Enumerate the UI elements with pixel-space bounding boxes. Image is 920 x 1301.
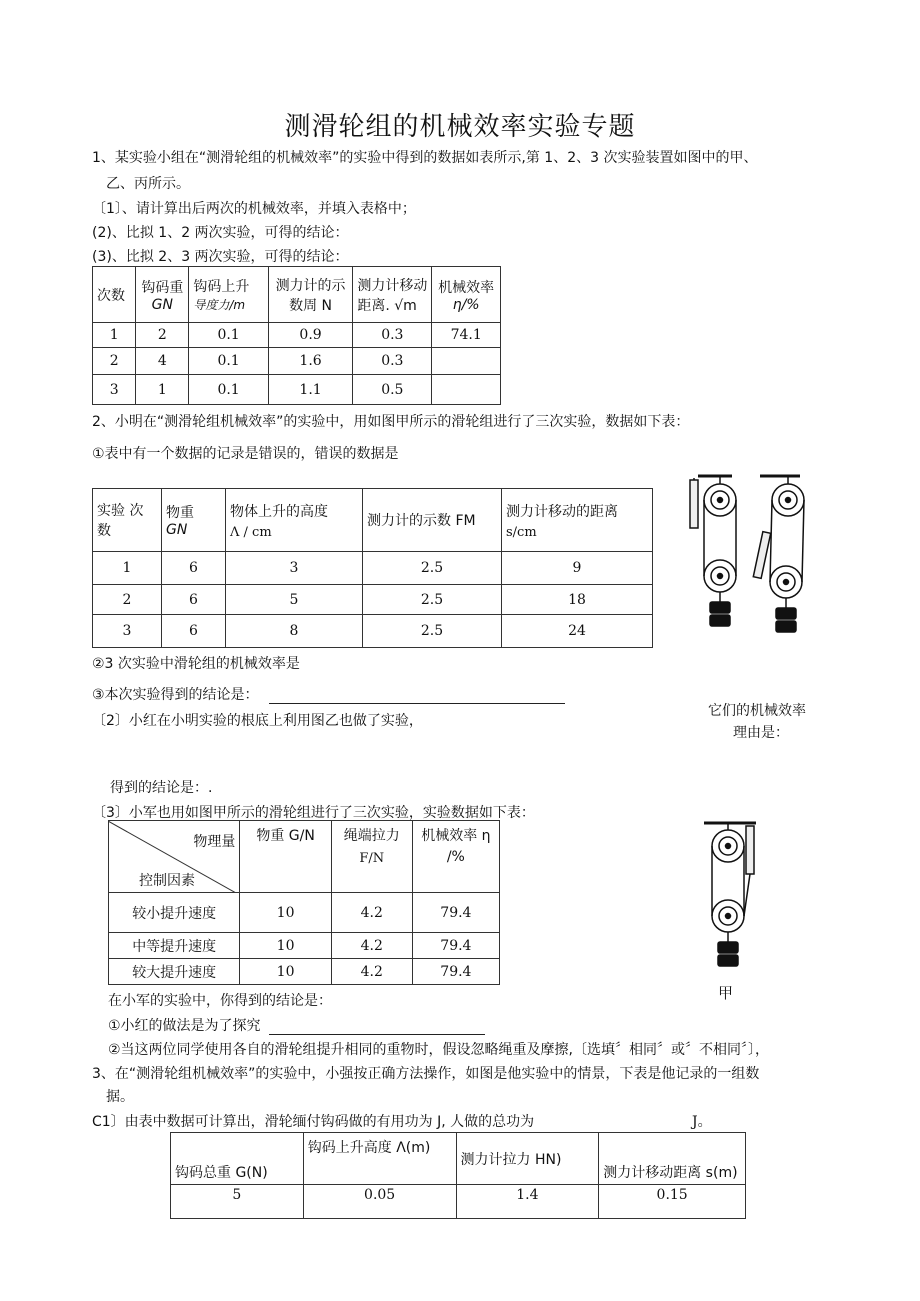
header-cell: 钩码上升高度 Λ(m)	[303, 1133, 456, 1185]
table-cell: 4.2	[331, 893, 412, 933]
table-cell: 2	[93, 348, 136, 375]
q2-side-text-1: 它们的机械效率	[708, 703, 806, 719]
table-cell: 4	[136, 348, 189, 375]
q2-item1: ①表中有一个数据的记录是错误的，错误的数据是	[92, 446, 399, 462]
table-cell: 4.2	[331, 933, 412, 959]
q2-explore	[108, 1018, 485, 1035]
table-cell: 79.4	[412, 959, 499, 985]
header-cell: 测力计移动距离 s(m)	[599, 1133, 746, 1185]
header-cell: 测力计移动的距离 s/cm	[502, 489, 653, 552]
table-cell: 9	[502, 552, 653, 585]
table-cell: 4.2	[331, 959, 412, 985]
table-row	[93, 585, 653, 615]
q1-intro-line2: 乙、丙所示。	[106, 176, 190, 192]
table-cell: 1	[136, 375, 189, 405]
header-cell: 次数	[93, 267, 136, 323]
table-cell: 10	[240, 959, 331, 985]
q2-same-weight: ②当这两位同学使用各自的滑轮组提升相同的重物时，假设忽略绳重及摩擦,〔选填〞相同〞或〞不相同〞〕，	[108, 1042, 769, 1058]
answer-blank[interactable]	[269, 1020, 485, 1035]
table-row	[109, 893, 500, 933]
table-cell: 2	[93, 585, 162, 615]
q2-item3-label: ③本次实验得到的结论是：	[92, 687, 259, 703]
header-cell: 物重 GN	[162, 489, 226, 552]
header-cell: 实验 次数	[93, 489, 162, 552]
table-cell: 2.5	[363, 585, 502, 615]
header-cell: 测力计的示 数周 N	[268, 267, 353, 323]
q2-item2: ②3 次实验中滑轮组的机械效率是	[92, 656, 300, 672]
q2-table	[92, 488, 653, 648]
q2-explore-label: ①小红的做法是为了探究	[108, 1018, 261, 1034]
q2-sub3: 〔3〕小军也用如图甲所示的滑轮组进行了三次实验，实验数据如下表：	[92, 805, 535, 821]
table-header-row	[93, 267, 501, 323]
q3-table	[170, 1132, 746, 1219]
table-cell: 0.5	[353, 375, 432, 405]
table-header-row	[109, 821, 500, 893]
q3-sub1: C1〕由表中数据可计算出，滑轮缅付钩码做的有用功为 J, 人做的总功为	[92, 1114, 535, 1130]
table-row	[93, 375, 501, 405]
pulley-figure-jia-yi	[680, 470, 810, 650]
page-title: 测滑轮组的机械效率实验专题	[284, 112, 636, 142]
table-cell: 2.5	[363, 552, 502, 585]
table-cell: 6	[162, 552, 226, 585]
table-row	[109, 933, 500, 959]
table-cell: 1.6	[268, 348, 353, 375]
header-cell: 钩码重 GN	[136, 267, 189, 323]
header-cell: 测力计的示数 FM	[363, 489, 502, 552]
header-cell: 测力计拉力 HN)	[456, 1133, 599, 1185]
table-cell: 0.1	[189, 323, 268, 348]
table-cell: 中等提升速度	[109, 933, 240, 959]
header-cell: 钩码总重 G(N)	[171, 1133, 304, 1185]
table-cell: 3	[226, 552, 363, 585]
q2-item3	[92, 687, 565, 704]
table-cell: 5	[226, 585, 363, 615]
pulley-figure-jia	[700, 818, 770, 976]
header-cell: 物理量 控制因素	[109, 821, 240, 893]
table-cell: 79.4	[412, 893, 499, 933]
table-cell: 79.4	[412, 933, 499, 959]
table-cell: 1.1	[268, 375, 353, 405]
table-row	[93, 323, 501, 348]
q2-table3	[108, 820, 500, 985]
header-cell: 测力计移动 距离. √m	[353, 267, 432, 323]
table-cell: 3	[93, 375, 136, 405]
table-cell: 10	[240, 893, 331, 933]
q2-sub2: 〔2〕小红在小明实验的根底上利用图乙也做了实验，	[92, 713, 423, 729]
table-cell: 18	[502, 585, 653, 615]
table-cell: 0.3	[353, 348, 432, 375]
table-cell: 24	[502, 615, 653, 648]
table-cell: 1	[93, 552, 162, 585]
q1-table	[92, 266, 501, 405]
table-cell: 2	[136, 323, 189, 348]
table-cell: 1.4	[456, 1185, 599, 1219]
table-cell: 2.5	[363, 615, 502, 648]
table-cell: 0.15	[599, 1185, 746, 1219]
table-cell: 5	[171, 1185, 304, 1219]
q1-sub2: (2)、比拟 1、2 两次实验，可得的结论：	[92, 225, 349, 241]
table-cell: 0.05	[303, 1185, 456, 1219]
table-cell: 0.1	[189, 375, 268, 405]
table-row	[93, 552, 653, 585]
table-row	[171, 1185, 746, 1219]
table-cell: 6	[162, 615, 226, 648]
table-cell: 0.3	[353, 323, 432, 348]
table-cell: 3	[93, 615, 162, 648]
header-cell: 物重 G/N	[240, 821, 331, 893]
table-row	[93, 615, 653, 648]
q2-intro: 2、小明在“测滑轮组机械效率”的实验中，用如图甲所示的滑轮组进行了三次实验，数据如下表：	[92, 414, 690, 430]
table-cell: 1	[93, 323, 136, 348]
answer-blank[interactable]	[269, 689, 565, 704]
q1-sub3: (3)、比拟 2、3 两次实验，可得的结论：	[92, 249, 349, 265]
header-cell: 钩码上升 导度力/m	[189, 267, 268, 323]
table-cell: 较大提升速度	[109, 959, 240, 985]
table-cell: 8	[226, 615, 363, 648]
table-cell: 6	[162, 585, 226, 615]
q3-sub1-end: J。	[692, 1114, 712, 1130]
table-cell[interactable]	[432, 348, 501, 375]
table-header-row	[171, 1133, 746, 1185]
q1-sub1: 〔1〕、请计算出后两次的机械效率，并填入表格中；	[92, 201, 416, 217]
table-row	[93, 348, 501, 375]
table-cell[interactable]	[432, 375, 501, 405]
table-cell: 0.9	[268, 323, 353, 348]
figure-label-jia: 甲	[718, 984, 734, 1002]
header-cell: 物体上升的高度 Λ / cm	[226, 489, 363, 552]
q2-side-text-2: 理由是：	[733, 725, 789, 741]
q1-intro-line1: 1、某实验小组在“测滑轮组的机械效率”的实验中得到的数据如表所示,第 1、2、3 次实验装置如图中的甲、	[92, 150, 758, 166]
table-cell: 74.1	[432, 323, 501, 348]
table-cell: 0.1	[189, 348, 268, 375]
table-header-row	[93, 489, 653, 552]
header-cell: 机械效率 η /%	[412, 821, 499, 893]
table-cell: 10	[240, 933, 331, 959]
q2-conclusion: 得到的结论是：.	[110, 780, 213, 796]
table-row	[109, 959, 500, 985]
q3-intro-line2: 据。	[106, 1089, 134, 1105]
header-cell: 绳端拉力 F/N	[331, 821, 412, 893]
table-cell: 较小提升速度	[109, 893, 240, 933]
q3-intro-line1: 3、在“测滑轮组机械效率”的实验中，小强按正确方法操作，如图是他实验中的情景，下表是他记录的一组数	[92, 1066, 760, 1082]
header-cell: 机械效率 η/%	[432, 267, 501, 323]
q2-junzhong: 在小军的实验中，你得到的结论是：	[108, 993, 332, 1009]
